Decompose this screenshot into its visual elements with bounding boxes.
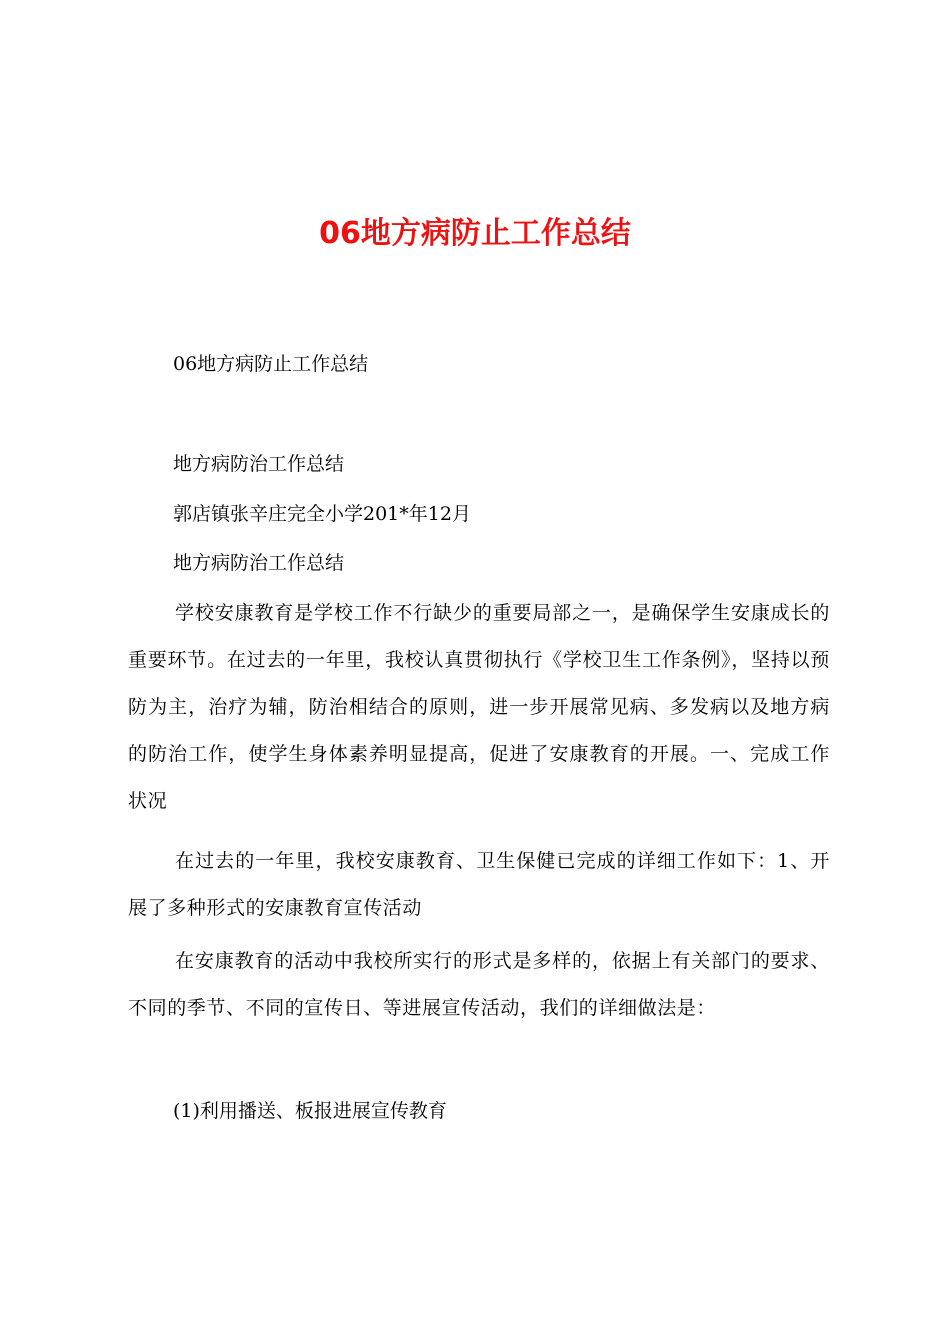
section-heading-2: 地方病防治工作总结 [173, 552, 345, 574]
list-item-1: (1)利用播送、板报进展宣传教育 [173, 1100, 447, 1122]
section-heading-1: 地方病防治工作总结 [173, 453, 345, 475]
paragraph-3: 在安康教育的活动中我校所实行的形式是多样的，依据上有关部门的要求、不同的季节、不同的宣传日、等进展宣传活动，我们的详细做法是： [128, 950, 830, 1019]
paragraph-1: 学校安康教育是学校工作不行缺少的重要局部之一，是确保学生安康成长的重要环节。在过去的一年里，我校认真贯彻执行《学校卫生工作条例》，坚持以预防为主，治疗为辅，防治相结合的原则，进一步开展常见病、多发病以及地方病的防治工作，使学生身体素养明显提高，促进了安康教育的开展。一、完成工作状况 [128, 602, 830, 812]
school-date-line: 郭店镇张辛庄完全小学201*年12月 [173, 503, 471, 525]
document-subtitle: 06地方病防止工作总结 [173, 353, 369, 375]
document-title: 06地方病防止工作总结 [319, 216, 631, 251]
paragraph-2: 在过去的一年里，我校安康教育、卫生保健已完成的详细工作如下：1、开展了多种形式的安康教育宣传活动 [128, 850, 830, 919]
